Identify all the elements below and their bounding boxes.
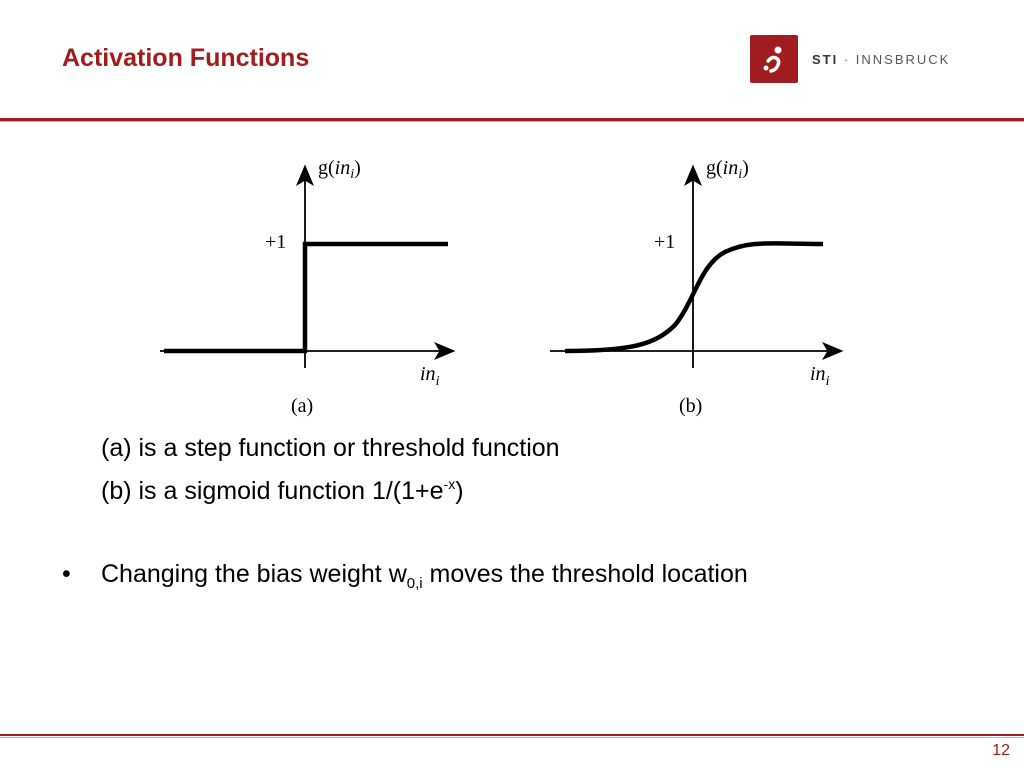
caption-step-function: (a) is a step function or threshold function bbox=[101, 434, 560, 462]
panel-b-caption: (b) bbox=[679, 395, 703, 417]
panel-a-tick-label: +1 bbox=[265, 231, 287, 253]
sti-innsbruck-logo bbox=[750, 34, 950, 84]
panel-a-y-label: $g(in_i)$ bbox=[318, 157, 361, 182]
panel-b-tick-label: +1 bbox=[654, 231, 676, 253]
panel-b-x-label: $in_i$ bbox=[810, 363, 830, 389]
step-function-plot bbox=[160, 157, 452, 417]
step-curve bbox=[164, 244, 448, 351]
footer-divider-shadow bbox=[0, 737, 1024, 738]
panel-a-caption: (a) bbox=[291, 395, 314, 417]
sti-logo-icon bbox=[750, 35, 798, 83]
caption-sigmoid-function: (b) is a sigmoid function $1/(1+e^{-x})$ bbox=[101, 476, 464, 505]
sigmoid-curve bbox=[565, 243, 823, 351]
sigmoid-function-plot bbox=[550, 157, 840, 417]
header-divider-shadow bbox=[0, 121, 1024, 122]
slide-title: Activation Functions bbox=[62, 44, 310, 72]
activation-functions-figure bbox=[150, 140, 870, 430]
logo-wordmark: STI · INNSBRUCK bbox=[812, 51, 951, 67]
page-number: 12 bbox=[992, 742, 1010, 759]
footer-divider bbox=[0, 734, 1024, 736]
bullet-bias-weight: Changing the bias weight $w_{0,i}$ moves the threshold location bbox=[101, 560, 748, 592]
panel-b-y-label: $g(in_i)$ bbox=[706, 157, 749, 182]
bullet-marker: • bbox=[62, 560, 71, 588]
panel-a-x-label: $in_i$ bbox=[420, 363, 440, 389]
